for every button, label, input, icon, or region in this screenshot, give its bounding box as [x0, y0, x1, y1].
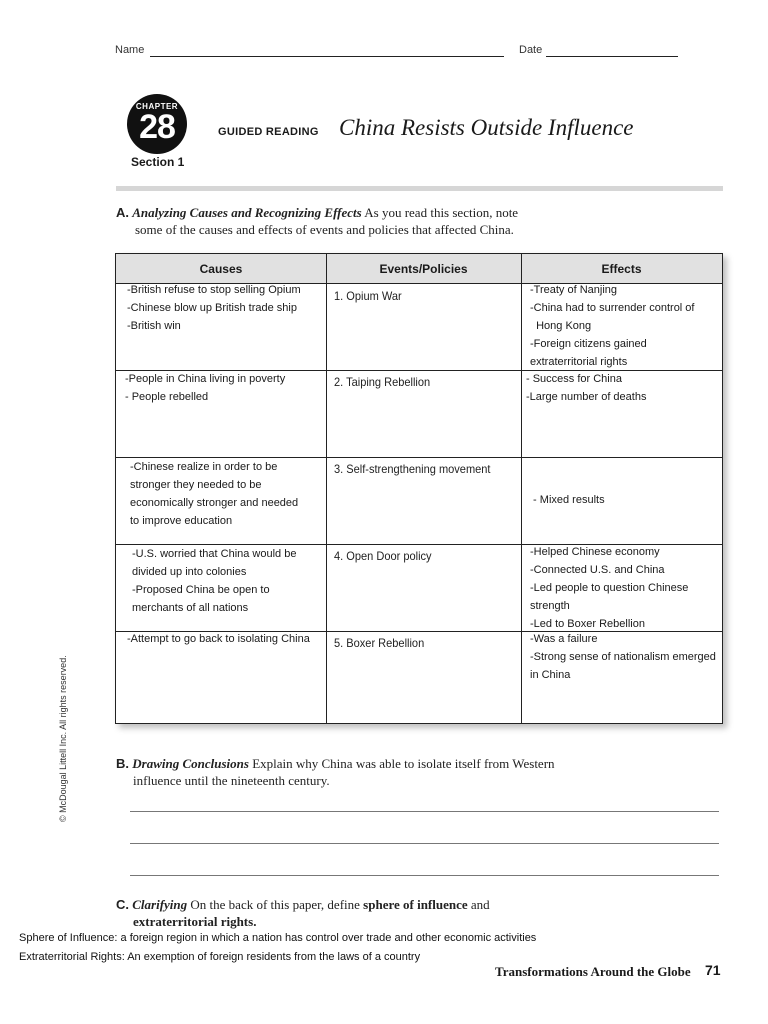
- chapter-label: CHAPTER: [135, 102, 179, 111]
- cause-line: -Proposed China be open to: [132, 584, 270, 596]
- copyright-notice: © McDougal Littell Inc. All rights reserved.: [58, 655, 68, 822]
- section-c-prompt: [116, 896, 716, 913]
- section-b-text-2: influence until the nineteenth century.: [133, 773, 330, 788]
- section-b-prompt: [116, 755, 716, 772]
- causes-effects-table: [115, 253, 723, 724]
- book-title: Transformations Around the Globe: [495, 964, 691, 979]
- effect-line: in China: [530, 669, 571, 681]
- cause-cell[interactable]: [130, 458, 298, 530]
- event-label: 3. Self-strengthening movement: [334, 462, 491, 476]
- answer-line[interactable]: [130, 843, 719, 844]
- cause-line: merchants of all nations: [132, 602, 249, 614]
- cause-line: -Chinese blow up British trade ship: [127, 302, 297, 314]
- cause-cell[interactable]: [127, 281, 301, 335]
- cause-line: - People rebelled: [125, 391, 209, 403]
- section-a-heading: Analyzing Causes and Recognizing Effects: [132, 205, 362, 220]
- cause-line: divided up into colonies: [132, 566, 247, 578]
- page-title: China Resists Outside Influence: [339, 115, 634, 140]
- date-field[interactable]: [546, 56, 678, 57]
- effect-line: -Large number of deaths: [526, 391, 647, 403]
- effect-line: extraterritorial rights: [530, 356, 628, 368]
- event-label: 2. Taiping Rebellion: [334, 375, 431, 389]
- cause-cell[interactable]: [127, 630, 310, 648]
- section-c-text-1: On the back of this paper, define: [190, 897, 360, 912]
- cause-line: stronger they needed to be: [130, 479, 262, 491]
- answer-sphere-of-influence[interactable]: Sphere of Influence: a foreign region in which a nation has control over trade and other economic activities: [19, 932, 537, 944]
- cause-line: -Attempt to go back to isolating China: [127, 633, 310, 645]
- section-label: Section 1: [131, 155, 185, 169]
- cause-line: -British refuse to stop selling Opium: [127, 284, 301, 296]
- page-number: 71: [705, 962, 721, 978]
- effect-line: -Foreign citizens gained: [530, 338, 647, 350]
- effect-line: -Led to Boxer Rebellion: [530, 618, 645, 630]
- section-a-prompt: [116, 204, 716, 221]
- effect-cell[interactable]: [530, 543, 688, 633]
- effect-line: - Mixed results: [530, 494, 605, 506]
- header-causes: Causes: [116, 254, 326, 284]
- effect-cell[interactable]: [526, 370, 646, 406]
- effect-line: Hong Kong: [530, 320, 592, 332]
- chapter-number: 28: [139, 108, 175, 146]
- chapter-badge: [127, 94, 187, 154]
- cause-line: -British win: [127, 320, 181, 332]
- section-c-letter: C.: [116, 897, 129, 912]
- effect-line: -Helped Chinese economy: [530, 546, 660, 558]
- section-c-and: and: [470, 897, 490, 912]
- effect-cell[interactable]: [530, 281, 694, 371]
- header-effects: Effects: [521, 254, 722, 284]
- cause-cell[interactable]: [125, 370, 285, 406]
- effect-cell[interactable]: [530, 630, 716, 684]
- cause-line: -Chinese realize in order to be: [130, 461, 278, 473]
- effect-line: -Led people to question Chinese: [530, 582, 689, 594]
- event-label: 4. Open Door policy: [334, 549, 432, 563]
- cause-line: -People in China living in poverty: [125, 373, 286, 385]
- header-events: Events/Policies: [326, 254, 521, 284]
- answer-extraterritorial-rights[interactable]: Extraterritorial Rights: An exemption of foreign residents from the laws of a country: [19, 951, 421, 963]
- cause-line: to improve education: [130, 515, 233, 527]
- section-a-instruction-2: some of the causes and effects of events and policies that affected China.: [135, 222, 514, 237]
- name-field[interactable]: [150, 56, 504, 57]
- event-label: 1. Opium War: [334, 289, 402, 303]
- effect-line: -China had to surrender control of: [530, 302, 695, 314]
- cause-cell[interactable]: [132, 545, 296, 617]
- header-divider: [116, 186, 723, 191]
- effect-line: strength: [530, 600, 570, 612]
- effect-line: -Was a failure: [530, 633, 598, 645]
- event-label: 5. Boxer Rebellion: [334, 636, 425, 650]
- effect-line: - Success for China: [526, 373, 622, 385]
- cause-line: -U.S. worried that China would be: [132, 548, 297, 560]
- cause-line: economically stronger and needed: [130, 497, 299, 509]
- effect-cell[interactable]: [530, 455, 605, 545]
- effect-line: -Strong sense of nationalism emerged: [530, 651, 716, 663]
- section-b-letter: B.: [116, 756, 129, 771]
- effect-line: -Treaty of Nanjing: [530, 284, 618, 296]
- effect-line: -Connected U.S. and China: [530, 564, 665, 576]
- section-c-term-1: sphere of influence: [363, 897, 468, 912]
- section-b-text-1: Explain why China was able to isolate itself from Western: [252, 756, 555, 771]
- section-c-heading: Clarifying: [132, 897, 188, 912]
- column-divider: [521, 254, 522, 723]
- section-a-letter: A.: [116, 205, 129, 220]
- answer-line[interactable]: [130, 875, 719, 876]
- answer-line[interactable]: [130, 811, 719, 812]
- guided-reading-label: GUIDED READING: [218, 126, 319, 138]
- column-divider: [326, 254, 327, 723]
- section-a-instruction-1: As you read this section, note: [364, 205, 519, 220]
- name-label: Name: [115, 44, 145, 56]
- date-label: Date: [519, 44, 543, 56]
- section-b-heading: Drawing Conclusions: [132, 756, 249, 771]
- section-c-term-2: extraterritorial rights.: [133, 914, 257, 929]
